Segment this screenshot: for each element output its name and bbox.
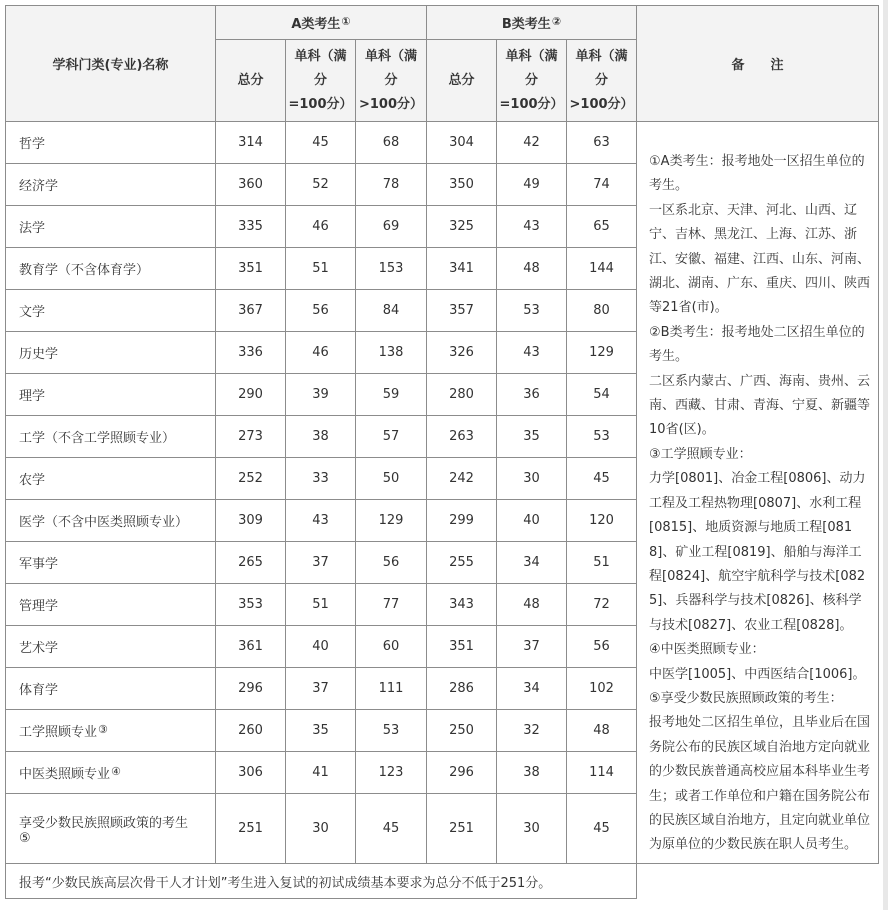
subject-column-label: 学科门类(专业)名称 (52, 58, 169, 73)
b-single100-header (497, 40, 567, 122)
row-a-singlegt100: 153 (356, 248, 427, 290)
row-a-single100: 39 (286, 374, 356, 416)
row-subject (6, 206, 216, 248)
row-a-total: 251 (216, 794, 286, 864)
row-a-single100: 43 (286, 500, 356, 542)
row-subject-label: 管理学 (19, 599, 59, 614)
row-b-total: 255 (427, 542, 497, 584)
a-singlegt100-line3: >100分） (358, 96, 424, 112)
score-table-container (5, 5, 879, 899)
a-single100-header (286, 40, 356, 122)
remarks-paragraph: ①A类考生：报考地处一区招生单位的考生。 (649, 154, 865, 194)
row-b-singlegt100: 129 (567, 332, 637, 374)
row-b-singlegt100: 74 (567, 164, 637, 206)
row-b-singlegt100: 72 (567, 584, 637, 626)
row-subject-label: 法学 (19, 221, 46, 236)
row-subject-label: 理学 (19, 389, 46, 404)
header-row-groups (6, 6, 879, 40)
row-b-singlegt100: 45 (567, 458, 637, 500)
row-subject-label: 哲学 (19, 137, 46, 152)
row-a-total: 260 (216, 710, 286, 752)
row-b-single100: 38 (497, 752, 567, 794)
row-subject-mark: ④ (111, 765, 121, 778)
remarks-paragraph: ⑤享受少数民族照顾政策的考生： (649, 690, 843, 706)
group-b-header (427, 6, 637, 40)
row-a-total: 314 (216, 122, 286, 164)
row-subject (6, 164, 216, 206)
row-a-singlegt100: 84 (356, 290, 427, 332)
b-single100-line3: =100分） (499, 96, 564, 112)
row-a-single100: 38 (286, 416, 356, 458)
a-singlegt100-header (356, 40, 427, 122)
row-a-single100: 45 (286, 122, 356, 164)
row-b-total: 286 (427, 668, 497, 710)
row-b-singlegt100: 56 (567, 626, 637, 668)
row-subject-label: 体育学 (19, 683, 59, 698)
row-a-singlegt100: 45 (356, 794, 427, 864)
row-a-singlegt100: 138 (356, 332, 427, 374)
row-subject-label: 农学 (19, 473, 46, 488)
b-total-header (427, 40, 497, 122)
row-b-total: 343 (427, 584, 497, 626)
group-a-label: A类考生 (291, 17, 341, 32)
group-a-mark: ① (341, 15, 351, 28)
row-a-singlegt100: 59 (356, 374, 427, 416)
row-a-single100: 52 (286, 164, 356, 206)
row-b-singlegt100: 63 (567, 122, 637, 164)
row-b-singlegt100: 80 (567, 290, 637, 332)
group-b-mark: ② (551, 15, 562, 28)
row-b-singlegt100: 53 (567, 416, 637, 458)
row-a-single100: 37 (286, 668, 356, 710)
row-b-singlegt100: 114 (567, 752, 637, 794)
row-a-single100: 51 (286, 248, 356, 290)
row-a-single100: 56 (286, 290, 356, 332)
row-b-single100: 40 (497, 500, 567, 542)
row-subject (6, 500, 216, 542)
row-a-singlegt100: 69 (356, 206, 427, 248)
row-b-total: 326 (427, 332, 497, 374)
row-b-total: 251 (427, 794, 497, 864)
row-b-single100: 48 (497, 584, 567, 626)
row-a-total: 309 (216, 500, 286, 542)
row-a-total: 353 (216, 584, 286, 626)
row-subject-label: 经济学 (19, 179, 59, 194)
row-b-total: 351 (427, 626, 497, 668)
remarks-paragraph: 报考地处二区招生单位，且毕业后在国务院公布的民族区域自治地方定向就业的少数民族普通高校应届本科毕业生考生；或者工作单位和户籍在国务院公布的民族区域自治地方，且定向就业单位为原单位的少数民族在职人员考生。 (649, 715, 871, 853)
remarks-paragraph: 二区系内蒙古、广西、海南、贵州、云南、西藏、甘肃、青海、宁夏、新疆等10省(区)。 (649, 373, 871, 438)
row-b-single100: 53 (497, 290, 567, 332)
row-subject-label: 中医类照顾专业 (19, 767, 111, 782)
row-a-total: 306 (216, 752, 286, 794)
b-singlegt100-line1: 单科（满 (575, 48, 628, 64)
row-b-singlegt100: 51 (567, 542, 637, 584)
row-subject (6, 416, 216, 458)
row-a-total: 252 (216, 458, 286, 500)
row-a-singlegt100: 50 (356, 458, 427, 500)
row-a-single100: 30 (286, 794, 356, 864)
row-subject (6, 458, 216, 500)
row-b-total: 350 (427, 164, 497, 206)
row-a-single100: 40 (286, 626, 356, 668)
row-subject (6, 332, 216, 374)
row-a-singlegt100: 129 (356, 500, 427, 542)
row-b-single100: 49 (497, 164, 567, 206)
row-b-total: 357 (427, 290, 497, 332)
remarks-label: 备 注 (731, 58, 784, 73)
b-singlegt100-header (567, 40, 637, 122)
row-b-singlegt100: 48 (567, 710, 637, 752)
group-b-label: B类考生 (501, 17, 551, 32)
row-a-singlegt100: 57 (356, 416, 427, 458)
row-a-single100: 41 (286, 752, 356, 794)
row-subject-label: 医学（不含中医类照顾专业） (19, 515, 189, 530)
row-subject-label: 军事学 (19, 557, 59, 572)
remarks-cell (637, 122, 879, 864)
row-a-singlegt100: 111 (356, 668, 427, 710)
row-b-total: 250 (427, 710, 497, 752)
row-a-singlegt100: 77 (356, 584, 427, 626)
row-a-singlegt100: 53 (356, 710, 427, 752)
a-single100-line3: =100分） (288, 96, 353, 112)
row-subject (6, 710, 216, 752)
a-total-label: 总分 (237, 72, 264, 88)
row-a-total: 335 (216, 206, 286, 248)
row-b-total: 263 (427, 416, 497, 458)
row-subject-label: 教育学（不含体育学） (19, 263, 150, 278)
a-single100-line1: 单科（满 (294, 48, 347, 64)
remarks-paragraph: ②B类考生：报考地处二区招生单位的考生。 (649, 324, 865, 365)
row-subject (6, 668, 216, 710)
row-b-single100: 43 (497, 332, 567, 374)
page-scrollbar-track[interactable] (883, 0, 888, 910)
row-b-single100: 42 (497, 122, 567, 164)
row-b-single100: 34 (497, 542, 567, 584)
table-row (6, 122, 879, 164)
row-subject (6, 248, 216, 290)
row-b-singlegt100: 120 (567, 500, 637, 542)
row-subject-label: 历史学 (19, 347, 59, 362)
row-b-single100: 35 (497, 416, 567, 458)
row-subject (6, 752, 216, 794)
remarks-paragraph: 力学[0801]、冶金工程[0806]、动力工程及工程热物理[0807]、水利工程[0815]、地质资源与地质工程[0818]、矿业工程[0819]、船舶与海洋工程[0824]、航空宇航科学与技术[0825]、兵器科学与技术[0826]、核科学与技术[0827]、农业工程[0828]。 (649, 471, 866, 633)
row-subject-label: 工学照顾专业 (19, 725, 98, 740)
row-a-single100: 51 (286, 584, 356, 626)
row-a-single100: 46 (286, 332, 356, 374)
row-a-single100: 33 (286, 458, 356, 500)
row-a-total: 273 (216, 416, 286, 458)
row-b-single100: 43 (497, 206, 567, 248)
row-subject (6, 626, 216, 668)
row-b-single100: 48 (497, 248, 567, 290)
b-singlegt100-line3: >100分） (569, 96, 634, 112)
row-a-total: 265 (216, 542, 286, 584)
row-b-single100: 30 (497, 794, 567, 864)
row-a-total: 290 (216, 374, 286, 416)
row-subject (6, 584, 216, 626)
row-subject (6, 374, 216, 416)
row-a-singlegt100: 78 (356, 164, 427, 206)
a-total-header (216, 40, 286, 122)
row-subject-label: 艺术学 (19, 641, 59, 656)
row-a-total: 361 (216, 626, 286, 668)
row-b-single100: 30 (497, 458, 567, 500)
b-total-label: 总分 (448, 72, 475, 88)
score-table (5, 5, 879, 899)
remarks-paragraph: ④中医类照顾专业： (649, 642, 765, 658)
remarks-header (637, 6, 879, 122)
row-b-single100: 37 (497, 626, 567, 668)
row-a-total: 296 (216, 668, 286, 710)
row-a-singlegt100: 123 (356, 752, 427, 794)
footer-note: 报考“少数民族高层次骨干人才计划”考生进入复试的初试成绩基本要求为总分不低于251分。 (6, 864, 637, 899)
row-b-singlegt100: 65 (567, 206, 637, 248)
row-b-single100: 34 (497, 668, 567, 710)
minority-subject-line1: 享受少数民族照顾政策的考生 (19, 815, 189, 831)
row-a-singlegt100: 60 (356, 626, 427, 668)
row-a-total: 336 (216, 332, 286, 374)
row-b-singlegt100: 102 (567, 668, 637, 710)
row-subject (6, 290, 216, 332)
row-subject (6, 794, 216, 864)
row-subject-label: 文学 (19, 305, 46, 320)
row-b-singlegt100: 45 (567, 794, 637, 864)
row-a-single100: 35 (286, 710, 356, 752)
row-a-singlegt100: 56 (356, 542, 427, 584)
a-single100-line2: 分 (313, 72, 327, 88)
remarks-paragraph: ③工学照顾专业： (649, 446, 752, 462)
row-b-total: 299 (427, 500, 497, 542)
a-singlegt100-line1: 单科（满 (365, 48, 418, 64)
row-b-total: 341 (427, 248, 497, 290)
row-subject-mark: ③ (98, 723, 108, 736)
row-a-total: 351 (216, 248, 286, 290)
row-b-total: 242 (427, 458, 497, 500)
row-b-singlegt100: 144 (567, 248, 637, 290)
row-b-total: 304 (427, 122, 497, 164)
row-a-single100: 46 (286, 206, 356, 248)
b-single100-line1: 单科（满 (505, 48, 558, 64)
b-singlegt100-line2: 分 (595, 72, 609, 88)
row-b-single100: 32 (497, 710, 567, 752)
row-a-singlegt100: 68 (356, 122, 427, 164)
score-table-body (6, 122, 879, 899)
row-a-total: 360 (216, 164, 286, 206)
minority-subject-mark: ⑤ (19, 830, 31, 846)
remarks-paragraph: 中医学[1005]、中西医结合[1006]。 (649, 666, 866, 682)
row-b-singlegt100: 54 (567, 374, 637, 416)
subject-column-header (6, 6, 216, 122)
row-subject (6, 122, 216, 164)
a-singlegt100-line2: 分 (384, 72, 398, 88)
group-a-header (216, 6, 427, 40)
row-a-single100: 37 (286, 542, 356, 584)
row-subject (6, 542, 216, 584)
row-a-total: 367 (216, 290, 286, 332)
footer-row (6, 864, 879, 899)
row-b-total: 280 (427, 374, 497, 416)
row-b-single100: 36 (497, 374, 567, 416)
row-b-total: 325 (427, 206, 497, 248)
remarks-paragraph: 一区系北京、天津、河北、山西、辽宁、吉林、黑龙江、上海、江苏、浙江、安徽、福建、江西、山东、河南、湖北、湖南、广东、重庆、四川、陕西等21省(市)。 (649, 202, 871, 316)
row-b-total: 296 (427, 752, 497, 794)
b-single100-line2: 分 (525, 72, 539, 88)
row-subject-label: 工学（不含工学照顾专业） (19, 431, 176, 446)
